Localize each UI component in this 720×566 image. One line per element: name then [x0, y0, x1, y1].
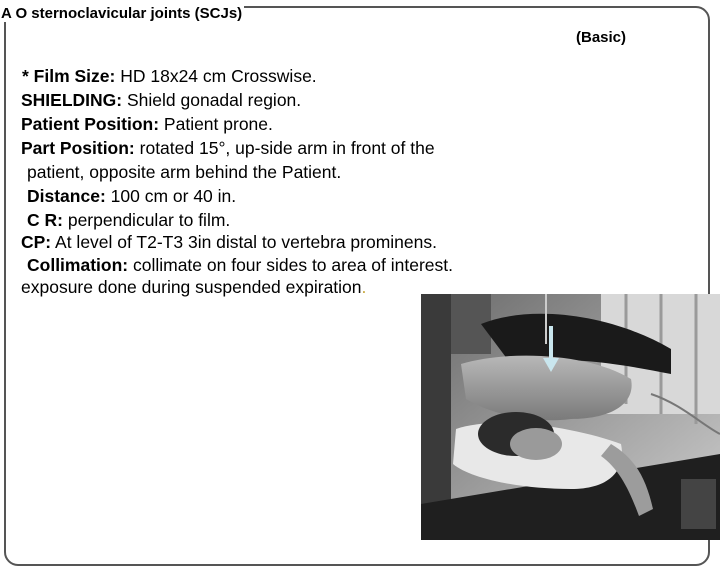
- film-size-line: [22, 65, 317, 87]
- part-position-continuation: [27, 161, 341, 183]
- slide-subtitle: (Basic): [576, 29, 627, 46]
- centering-point-text: At level of T2-T3 3in distal to vertebra prominens.: [51, 232, 437, 252]
- patient-position-line: [21, 113, 273, 135]
- film-size-label: * Film Size:: [22, 66, 116, 86]
- distance-line: [27, 185, 236, 207]
- central-ray-label: C R:: [27, 210, 63, 230]
- distance-text: 100 cm or 40 in.: [105, 186, 237, 206]
- distance-label: Distance:: [27, 186, 106, 206]
- part-position-line: [21, 137, 435, 159]
- centering-point-line: [21, 231, 437, 253]
- exposure-line: [21, 276, 366, 298]
- shielding-text: Shield gonadal region.: [122, 90, 302, 110]
- collimation-label: Collimation:: [27, 255, 129, 275]
- central-ray-line: [27, 209, 230, 231]
- part-position-continuation-text: patient, opposite arm behind the Patient.: [27, 162, 342, 182]
- patient-position-label: Patient Position:: [21, 114, 160, 134]
- patient-positioning-illustration: [421, 294, 720, 540]
- slide-title: A O sternoclavicular joints (SCJs): [1, 5, 243, 22]
- shielding-label: SHIELDING:: [21, 90, 123, 110]
- collimation-text: collimate on four sides to area of interest.: [128, 255, 453, 275]
- patient-positioning-photo: [421, 294, 720, 540]
- film-size-text: HD 18x24 cm Crosswise.: [115, 66, 317, 86]
- patient-position-text: Patient prone.: [159, 114, 273, 134]
- part-position-text: rotated 15°, up-side arm in front of the: [134, 138, 435, 158]
- centering-point-label: CP:: [21, 232, 52, 252]
- exposure-trail: .: [361, 277, 367, 297]
- central-ray-text: perpendicular to film.: [62, 210, 231, 230]
- shielding-line: [21, 89, 301, 111]
- collimation-line: [27, 254, 453, 276]
- part-position-label: Part Position:: [21, 138, 135, 158]
- exposure-text: exposure done during suspended expiration: [21, 277, 362, 297]
